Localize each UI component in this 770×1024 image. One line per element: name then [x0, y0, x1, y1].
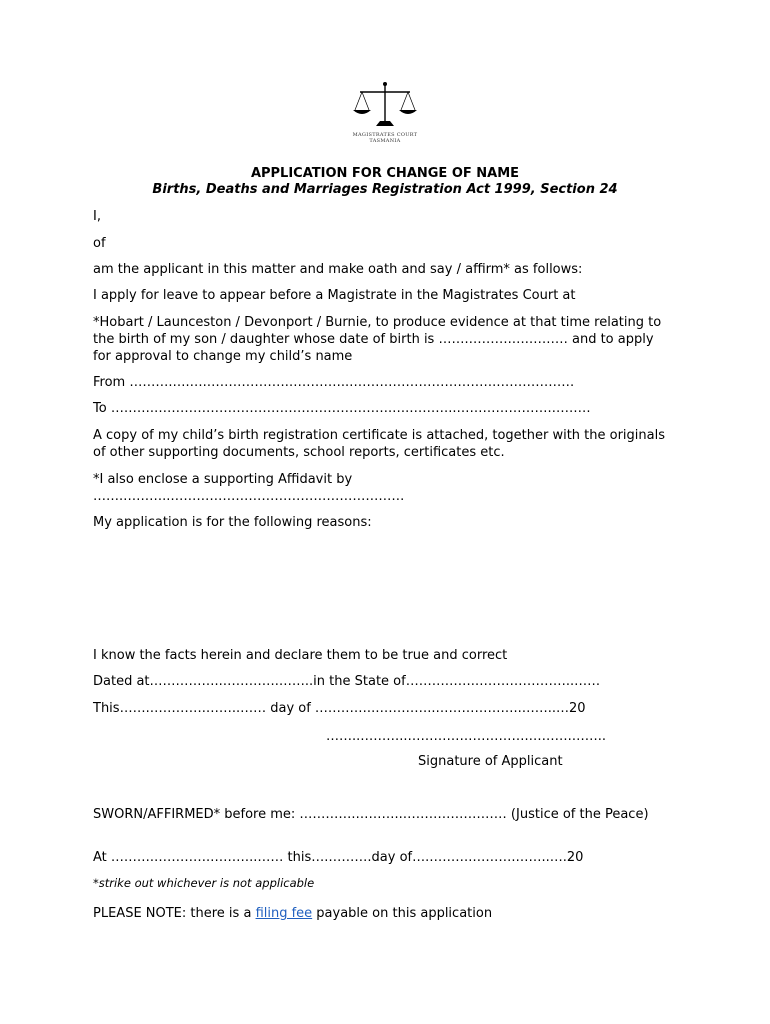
please-note-prefix: PLEASE NOTE: there is a: [93, 906, 256, 921]
line-i: I,: [93, 209, 101, 224]
line-to: To ……….……………………………………………….….………..………………….………: [93, 401, 591, 416]
line-courts: *Hobart / Launceston / Devonport / Burnie, to produce evidence at that time relating to the birth of my son / daughter whose date of birth is …….……….….……… and to apply for approval to change my child’s name: [93, 315, 662, 364]
line-dated: Dated at……………..………….……..in the State of…………….…………………..……: [93, 674, 601, 689]
line-facts: I know the facts herein and declare them to be true and correct: [93, 648, 508, 663]
form-subtitle: Births, Deaths and Marriages Registration Act 1999, Section 24: [152, 182, 618, 197]
form-title: APPLICATION FOR CHANGE OF NAME: [250, 166, 520, 181]
line-this: This…….………….……..…… day of …………..…………..………………..……..…20: [93, 701, 586, 716]
line-apply: I apply for leave to appear before a Magistrate in the Magistrates Court at: [93, 288, 576, 303]
filing-fee-link[interactable]: filing fee: [255, 906, 313, 921]
logo-caption-state: TASMANIA: [369, 138, 401, 144]
line-reasons: My application is for the following reasons:: [93, 515, 372, 530]
line-at: At ……….………….………..…… this….……….day of….……….……….……..….20: [93, 850, 584, 865]
line-applicant: am the applicant in this matter and make oath and say / affirm* as follows:: [93, 262, 583, 277]
logo-caption-court: MAGISTRATES COURT: [352, 132, 418, 138]
please-note-suffix: payable on this application: [312, 906, 493, 921]
line-sworn: SWORN/AFFIRMED* before me: ………….………..…………………… (Justice of the Peace): [93, 807, 649, 822]
court-logo: [348, 80, 422, 148]
line-from: From ……….….….……………….…………..…………………………….………………: [93, 375, 575, 390]
line-of: of: [93, 236, 106, 251]
signature-line: ……..………..……………………….……….……..: [326, 729, 607, 744]
strike-out-note: *strike out whichever is not applicable: [93, 876, 315, 890]
line-affidavit: *I also enclose a supporting Affidavit by …….………..………………………………………………: [93, 472, 405, 504]
line-copy: A copy of my child’s birth registration certificate is attached, together with the originals of other supporting documents, school reports, certificates etc.: [93, 428, 665, 460]
please-note: [93, 905, 668, 922]
signature-label: Signature of Applicant: [418, 754, 563, 769]
scales-of-justice-icon: [348, 80, 422, 132]
